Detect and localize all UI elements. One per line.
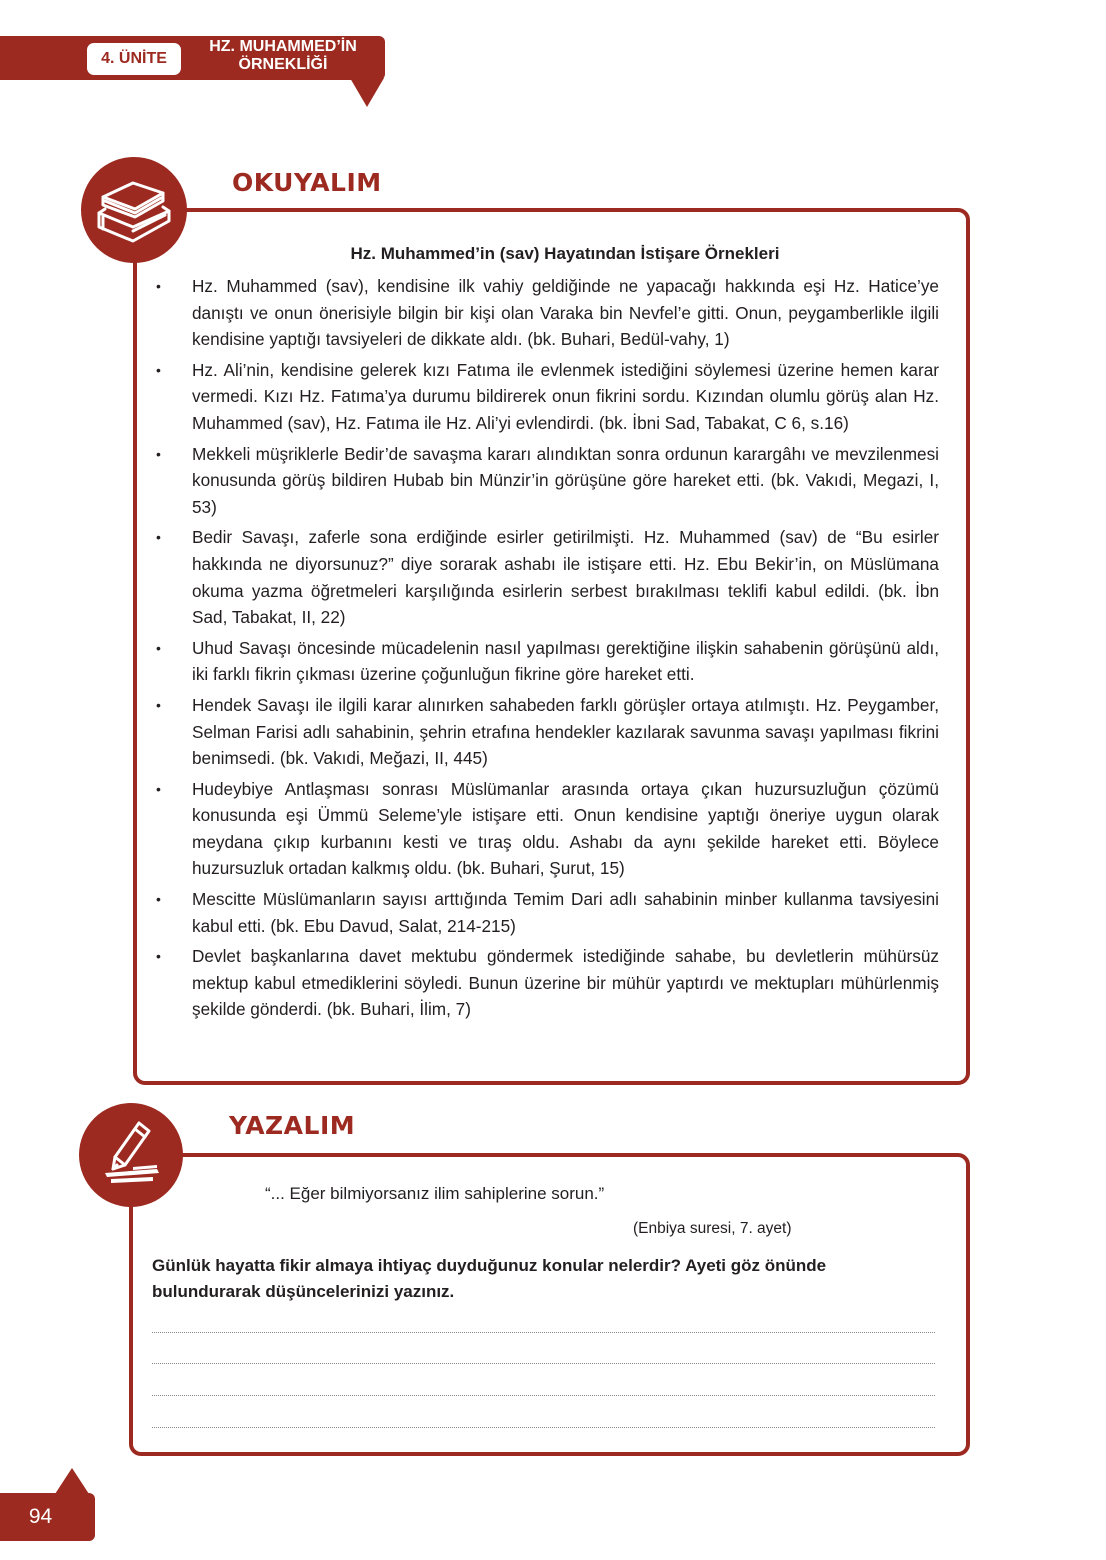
bullet-icon: • [156, 445, 161, 462]
list-item: • Devlet başkanlarına davet mektubu göndermek istediğinde sahabe, bu devletlerin mühürsüz mektup kabul etmediklerini söyledi. Bunun üzerine bir mühür yaptırdı ve mektupları mühürlenmiş şekilde gönderdi. (bk. Buhari, İlim, 7) [192, 943, 939, 1023]
books-icon [93, 175, 175, 245]
bullet-icon: • [156, 278, 161, 294]
bullet-icon: • [156, 891, 161, 908]
unit-title [188, 38, 378, 74]
list-item: • Hz. Ali’nin, kendisine gelerek kızı Fatıma ile evlenmek istediğini söylemesi üzerine hemen karar vermedi. Kızı Hz. Fatıma’ya durumu bildirerek onun fikrini sordu. Kızından olumlu görüş alan Hz. Muhammed (sav), Hz. Fatıma ile Hz. Ali’yi evlendirdi. (bk. İbni Sad, Tabakat, C 6, s.16) [192, 357, 939, 437]
bullet-icon: • [156, 361, 161, 378]
writing-section-title: YAZALIM [229, 1111, 356, 1140]
list-item: • Hendek Savaşı ile ilgili karar alınırken sahabeden farklı görüşler ortaya atılmıştı. Hz. Peygamber, Selman Farisi adlı sahabinin, şehrin etrafına hendekler kazılarak savunma savaşı yapılması fikrini benimsedi. (bk. Vakıdi, Meğazi, II, 445) [192, 692, 939, 772]
list-item: • Mescitte Müslümanların sayısı arttığında Temim Dari adlı sahabinin minber kullanma tavsiyesini kabul etti. (bk. Ebu Davud, Salat, 214-215) [192, 886, 939, 939]
answer-line-2[interactable] [152, 1363, 935, 1364]
bullet-icon: • [156, 529, 161, 546]
list-item: • Bedir Savaşı, zaferle sona erdiğinde esirler getirilmişti. Hz. Muhammed (sav) de “Bu esirler hakkında ne diyorsunuz?” diye sorarak ashabı ile istişare etti. Hz. Ebu Bekir’in, on Müslümana okuma yazma öğretmeleri karşılığında esirlerin serbest bırakılması teklifi kabul edildi. (bk. İbn Sad, Tabakat, II, 22) [192, 524, 939, 630]
bullet-icon: • [156, 696, 161, 713]
answer-line-3[interactable] [152, 1395, 935, 1396]
page-number [0, 1493, 95, 1541]
unit-label: 4. ÜNİTE [87, 43, 181, 75]
unit-banner-pointer [350, 78, 384, 107]
list-item: • Hz. Muhammed (sav), kendisine ilk vahiy geldiğinde ne yapacağı hakkında eşi Hz. Hatice’ye danıştı ve onun önerisiyle bilgin bir kişi olan Varaka bin Nevfel’e gitti. Onun, peygamberlikle ilgili kendisine yaptığı tavsiyeleri de dikkate aldı. (bk. Buhari, Bedül-vahy, 1) [192, 273, 939, 353]
bullet-icon: • [156, 948, 161, 965]
page-number-pointer [55, 1468, 89, 1494]
list-item: • Hudeybiye Antlaşması sonrası Müslümanlar arasında ortaya çıkan huzursuzluğun çözümü konusunda eşi Ümmü Seleme’yle istişare etti. Onun kendisine yaptığı öneriye uygun olarak meydana çıkıp kurbanını kesti ve tıraş oldu. Ashabı da aynı şekilde hareket etti. Böylece huzursuzluk ortadan kalkmış oldu. (bk. Buhari, Şurut, 15) [192, 776, 939, 882]
list-item: • Mekkeli müşriklerle Bedir’de savaşma kararı alındıktan sonra ordunun karargâhı ve mevzilenmesi konusunda görüş bildiren Hubab bin Münzir’in görüşüne göre hareket etti. (bk. Vakıdi, Megazi, I, 53) [192, 441, 939, 521]
writing-icon-badge [79, 1103, 183, 1207]
quote-source: (Enbiya suresi, 7. ayet) [633, 1220, 792, 1237]
reading-title: Hz. Muhammed’in (sav) Hayatından İstişare Örnekleri [350, 244, 780, 263]
reading-section-title: OKUYALIM [232, 168, 382, 197]
unit-title-line2: ÖRNEKLİĞİ [238, 56, 328, 73]
answer-line-1[interactable] [152, 1332, 935, 1333]
page-number-text: 94 [28, 1505, 53, 1528]
unit-title-line1: HZ. MUHAMMED’İN [209, 38, 357, 55]
reading-icon-badge [81, 157, 187, 263]
pencil-icon [93, 1117, 169, 1193]
bullet-icon: • [156, 639, 161, 656]
bullet-icon: • [156, 780, 161, 797]
answer-line-4[interactable] [152, 1427, 935, 1428]
list-item: • Uhud Savaşı öncesinde mücadelenin nasıl yapılması gerektiğine ilişkin sahabenin görüşünü aldı, iki farklı fikrin çıkması üzerine çoğunluğun fikrine göre hareket etti. [192, 635, 939, 688]
reading-list [156, 273, 939, 1027]
writing-question: Günlük hayatta fikir almaya ihtiyaç duyduğunuz konular nelerdir? Ayeti göz önünde bulundurarak düşüncelerinizi yazınız. [152, 1256, 827, 1301]
quote-text: “... Eğer bilmiyorsanız ilim sahiplerine sorun.” [265, 1184, 605, 1203]
